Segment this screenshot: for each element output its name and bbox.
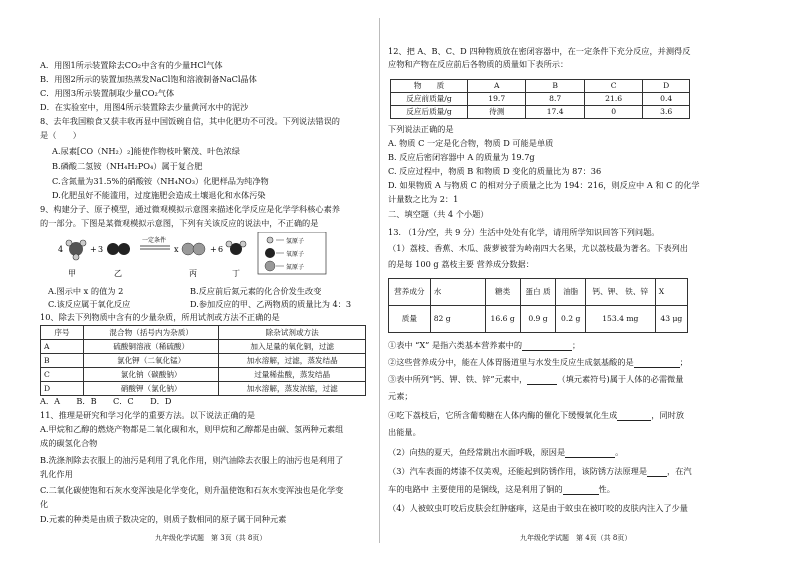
- legend-oxygen: 氧原子: [286, 251, 305, 258]
- table-header: 序号: [41, 326, 84, 340]
- molecule-jia: [66, 240, 86, 260]
- coef-4: 4: [58, 245, 64, 254]
- q13-part3-cont: 车的电路中 主要使用的是铜线，这是利用了铜的 性。: [388, 484, 615, 494]
- q8-stem: 8、去年我国粮食又获丰收再显中国饭碗自信，其中化肥功不可没。下列说法错误的: [40, 116, 340, 126]
- q12-option-b: B. 反应后密闭容器中 A 的质量为 19.7g: [388, 152, 535, 162]
- table-cell: 82 g: [430, 306, 485, 333]
- q12-stem-cont: 应物和产物在反应前后各物质的质量如下表所示：: [388, 59, 569, 69]
- label-bing: 丙: [189, 269, 197, 278]
- coef-x: x: [174, 245, 179, 254]
- table-cell: C: [41, 368, 84, 382]
- label-ding: 丁: [232, 269, 240, 278]
- q12-option-d-cont: 计量数之比为 2：1: [388, 194, 459, 204]
- column-divider: [379, 18, 380, 543]
- table-cell: 氯化钾（二氧化锰）: [84, 354, 219, 368]
- q11-option-a-cont: 成的碳氢化合物: [40, 438, 98, 448]
- q8-option-c: C.含氮量为31.5%的硝酸铵（NH₄NO₃）化肥样品为纯净物: [52, 176, 269, 186]
- q13-item-4-cont: 出能量。: [388, 427, 421, 437]
- q8-option-a: A.尿素[CO（NH₂）₂]能使作物枝叶繁茂、叶色浓绿: [52, 146, 240, 156]
- q13-item-3-cont: 元素；: [388, 391, 413, 401]
- q7-option-b: B．用图2所示的装置加热蒸发NaCl饱和溶液制备NaCl晶体: [40, 74, 257, 84]
- q10-stem: 10、除去下列物质中含有的少量杂质，所用试剂或方法不正确的是: [40, 312, 280, 322]
- table-row: [41, 354, 366, 368]
- table-header-row: [389, 279, 688, 306]
- answer-blank[interactable]: [647, 468, 667, 477]
- q13-part4: （4）人被蚊虫叮咬后皮肤会红肿瘙痒，这是由于蚊虫在被叮咬的皮肤内注入了少量: [388, 503, 688, 513]
- table-cell: 加入足量的氧化铜，过滤: [219, 340, 366, 354]
- svg-text:+: +: [90, 245, 97, 254]
- table-cell: 硝酸钾（氯化钠）: [84, 382, 219, 396]
- q13-part1: （1）荔枝、香蕉、木瓜、菠萝被誉为岭南四大名果，尤以荔枝最为著名。下表列出: [388, 243, 688, 253]
- q7-option-d: D．在实验室中，用图4所示装置除去少量黄河水中的泥沙: [40, 102, 249, 112]
- q11-option-d: D.元素的种类是由质子数决定的，则质子数相同的原子属于同种元素: [40, 514, 287, 524]
- table-cell: 21.6: [584, 93, 642, 106]
- coef-6: 6: [218, 245, 224, 254]
- table-cell: 17.4: [526, 106, 584, 119]
- coef-3: 3: [98, 245, 104, 254]
- q8-option-d: D.化肥虽好不能滥用，过度施肥会造成土壤退化和水体污染: [52, 190, 266, 200]
- table-cell: 反应前质量/g: [391, 93, 468, 106]
- table-row: [391, 106, 690, 119]
- q13-item-3: ③表中所列“钙、钾、铁、锌”元素中， （填元素符号)属于人体的必需微量: [388, 374, 684, 384]
- table-header: 钙、钾、 铁、锌: [585, 279, 655, 306]
- answer-blank[interactable]: [634, 359, 680, 368]
- right-column: [388, 0, 718, 561]
- table-row: [41, 382, 366, 396]
- answer-blank[interactable]: [617, 412, 651, 421]
- answer-blank[interactable]: [563, 486, 599, 495]
- answer-blank[interactable]: [522, 342, 572, 351]
- table-header: 除杂试剂或方法: [219, 326, 366, 340]
- q13-part1-cont: 的是每 100 g 荔枝主要 营养成分数据：: [388, 259, 534, 269]
- table-header: A: [468, 80, 526, 93]
- table-header: B: [526, 80, 584, 93]
- q13-item-2: ②这些营养成分中，能在人体胃肠道里与水发生反应生成氨基酸的是 ；: [388, 357, 688, 367]
- q12-prompt: 下列说法正确的是: [388, 124, 454, 134]
- q12-option-c: C. 反应过程中，物质 B 和物质 D 变化的质量比为 87：36: [388, 166, 602, 176]
- table-cell: 16.6 g: [485, 306, 520, 333]
- reaction-diagram: [58, 232, 358, 282]
- table-cell: B: [41, 354, 84, 368]
- q9-option-c: C.该反应属于氧化反应: [48, 299, 131, 309]
- table-cell: 过量稀盐酸，蒸发结晶: [219, 368, 366, 382]
- q9-stem-cont: 的一部分。下图是某微观模拟示意图，下列有关该反应的说法中，不正确的是: [40, 218, 319, 228]
- legend-nitrogen: 氮原子: [286, 264, 305, 271]
- table-cell: 19.7: [468, 93, 526, 106]
- table-cell: 0.4: [643, 93, 690, 106]
- table-header-row: [391, 80, 690, 93]
- table-cell: 待测: [468, 106, 526, 119]
- q9-option-b: B.反应前后氮元素的化合价发生改变: [190, 286, 322, 296]
- molecule-ding: [226, 241, 246, 255]
- table-header: 油脂: [556, 279, 585, 306]
- q13-nutrition-table: [388, 278, 688, 333]
- q9-option-a: A.图示中 x 的值为 2: [48, 286, 124, 296]
- section-heading: 二、填空题（共 4 个小题）: [388, 209, 489, 219]
- q12-option-d: D. 如果物质 A 与物质 C 的相对分子质量之比为 194：216，则反应中 A 和 C 的化学: [388, 180, 700, 190]
- table-cell: 加水溶解，过滤，蒸发结晶: [219, 354, 366, 368]
- reaction-condition: 一定条件: [142, 237, 167, 244]
- right-page-footer: 九年级化学试题 第 4页（共 8页）: [520, 534, 632, 542]
- molecule-yi: [107, 243, 130, 255]
- q11-option-b-cont: 乳化作用: [40, 469, 73, 479]
- table-cell: 硫酸铜溶液（稀硫酸）: [84, 340, 219, 354]
- table-cell: D: [41, 382, 84, 396]
- q11-option-c: C.二氧化碳使饱和石灰水变浑浊是化学变化，则升温使饱和石灰水变浑浊也是化学变: [40, 485, 344, 495]
- q11-option-a: A.甲烷和乙醇的燃烧产物都是二氧化碳和水，则甲烷和乙醇都是由碳、氢两种元素组: [40, 424, 344, 434]
- table-cell: 质量: [389, 306, 431, 333]
- q7-option-c: C．用图3所示装置制取少量CO₂气体: [40, 88, 175, 98]
- table-cell: A: [41, 340, 84, 354]
- table-row: [389, 306, 688, 333]
- table-cell: 0: [584, 106, 642, 119]
- q13-part3: （3）汽车表面的烤漆不仅美观，还能起到防锈作用，该防锈方法原理是 ，在汽: [388, 466, 692, 476]
- table-cell: 氯化钠（碳酸钠）: [84, 368, 219, 382]
- left-page-footer: 九年级化学试题 第 3页（共 8页）: [155, 534, 267, 542]
- q13-part2: （2）向热的夏天，鱼经常跳出水面呼吸，原因是 。: [388, 447, 624, 457]
- table-header: C: [584, 80, 642, 93]
- q12-table: [390, 79, 690, 119]
- table-row: [41, 368, 366, 382]
- table-cell: 8.7: [526, 93, 584, 106]
- table-cell: 0.9 g: [520, 306, 556, 333]
- table-header: 物 质: [391, 80, 468, 93]
- svg-text:+: +: [210, 245, 217, 254]
- q11-option-c-cont: 化: [40, 499, 49, 509]
- q13-item-4: ④吃下荔枝后，它所含葡萄糖在人体内酶的催化下缓慢氧化生成 ，同时放: [388, 410, 685, 420]
- label-jia: 甲: [68, 269, 76, 278]
- table-cell: 0.2 g: [556, 306, 585, 333]
- table-cell: 反应后质量/g: [391, 106, 468, 119]
- table-header-row: [41, 326, 366, 340]
- q11-option-b: B.洗涤剂除去衣服上的油污是利用了乳化作用，则汽油除去衣服上的油污也是利用了: [40, 455, 344, 465]
- q10-answer-options: A．A B．B C．C D．D: [40, 396, 172, 406]
- table-row: [391, 93, 690, 106]
- q12-option-a: A. 物质 C 一定是化合物，物质 D 可能是单质: [388, 138, 554, 148]
- table-header: 水: [430, 279, 485, 306]
- answer-blank[interactable]: [527, 376, 557, 385]
- table-row: [41, 340, 366, 354]
- q9-stem: 9、构建分子、原子模型，通过微观模拟示意图来描述化学反应是化学学科核心素养: [40, 204, 340, 214]
- q13-stem: 13. （1分/空，共 9 分）生活中处处有化学，请用所学知识回答下列问题。: [388, 227, 660, 237]
- q7-option-a: A．用图1所示装置除去CO₂中含有的少量HCl气体: [40, 60, 223, 70]
- table-header: 蛋白 质: [520, 279, 556, 306]
- legend-hydrogen: 氢原子: [286, 238, 305, 245]
- q8-stem-cont: 是（ ）: [40, 130, 81, 140]
- q9-option-d: D.参加反应的甲、乙两物质的质量比为 4：3: [190, 299, 352, 309]
- table-header: D: [643, 80, 690, 93]
- table-cell: 加水溶解，蒸发浓缩，过滤: [219, 382, 366, 396]
- left-column: [40, 0, 370, 561]
- molecule-bing: [182, 243, 205, 255]
- q8-option-b: B.磷酸二氢铵（NH₄H₂PO₄）属于复合肥: [52, 161, 203, 171]
- label-yi: 乙: [114, 269, 122, 278]
- table-header: X: [655, 279, 687, 306]
- table-cell: 43 μg: [655, 306, 687, 333]
- q10-table: [40, 325, 366, 396]
- table-header: 糖类: [485, 279, 520, 306]
- table-header: 混合物（括号内为杂质）: [84, 326, 219, 340]
- table-cell: 3.6: [643, 106, 690, 119]
- q12-stem: 12、把 A、B、C、D 四种物质放在密闭容器中，在一定条件下充分反应，并测得反: [388, 46, 691, 56]
- table-cell: 153.4 mg: [585, 306, 655, 333]
- answer-blank[interactable]: [565, 449, 615, 458]
- q13-item-1: ①表中 “X” 是指六类基本营养素中的 ；: [388, 340, 581, 350]
- table-header: 营养成分: [389, 279, 431, 306]
- q11-stem: 11、推理是研究和学习化学的重要方法。以下说法正确的是: [40, 410, 256, 420]
